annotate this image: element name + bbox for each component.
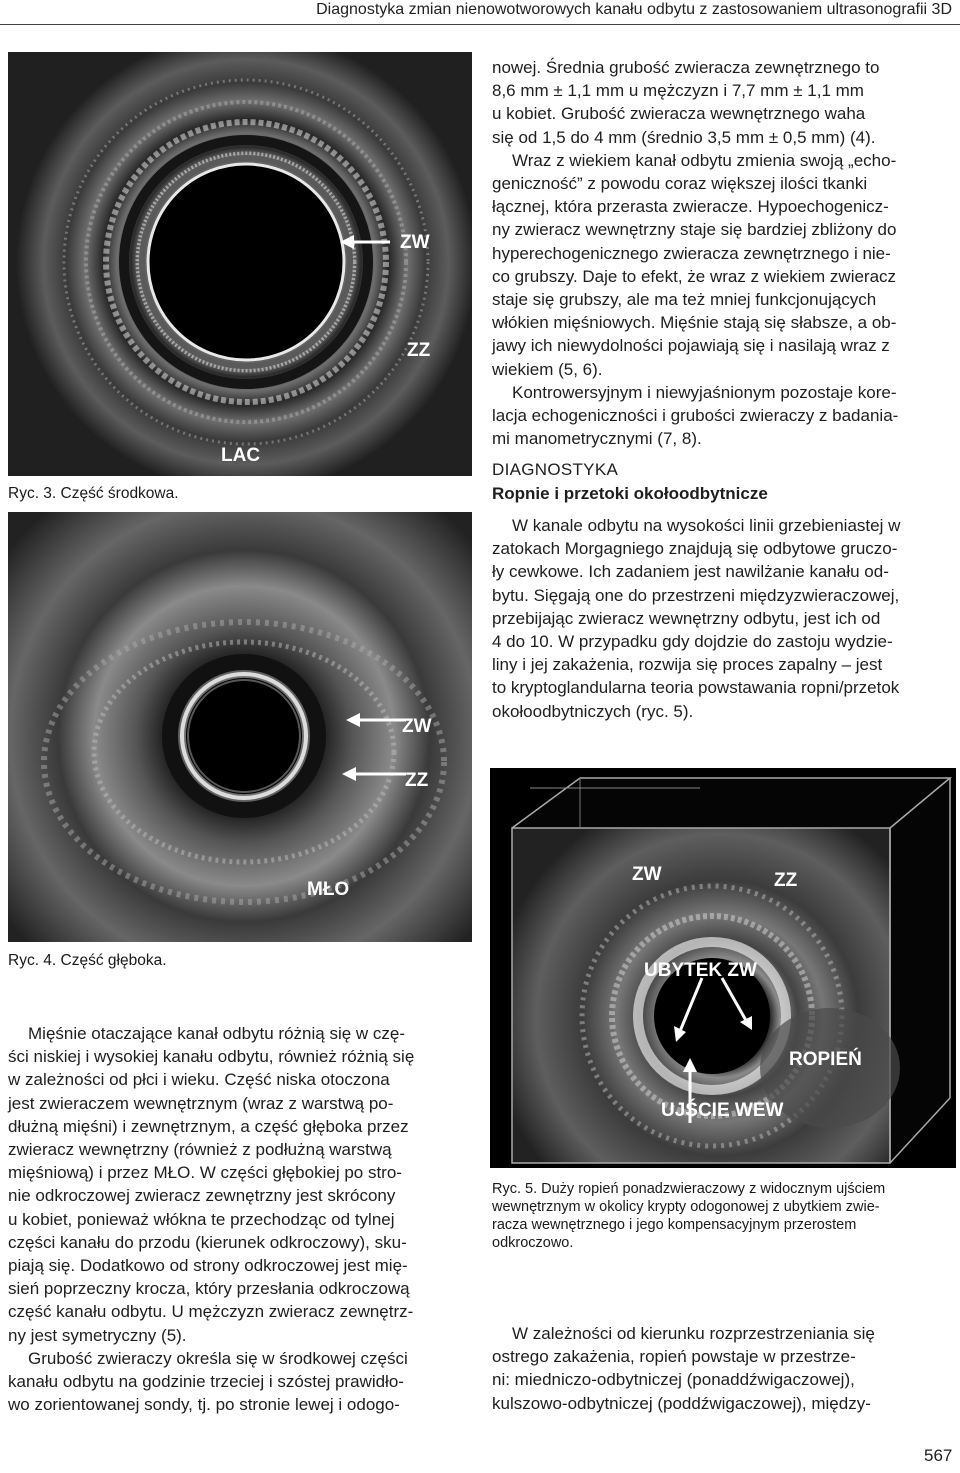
text-line: u kobiet. Grubość zwieracza wewnętrznego waha xyxy=(492,104,866,124)
text-line: ni: miedniczo-odbytniczej (ponaddźwigaczowej), xyxy=(492,1370,855,1390)
sub-heading: Ropnie i przetoki okołoodbytnicze xyxy=(492,484,768,503)
figure-3-label-zw: ZW xyxy=(400,232,430,253)
text-line: nowej. Średnia grubość zwieracza zewnętrznego to xyxy=(492,58,880,77)
text-line: Grubość zwieraczy określa się w środkowej części xyxy=(28,1348,408,1368)
text-line: włókien mięśniowych. Mięśnie stają się słabsze, a ob- xyxy=(492,313,897,333)
text-line: część kanału odbytu. U mężczyzn zwieracz zewnętrz- xyxy=(8,1302,414,1322)
text-line: 4 do 10. W przypadku gdy dojdzie do zastoju wydzie- xyxy=(492,632,893,652)
figure-4-label-zw: ZW xyxy=(402,716,432,737)
text-line: jest zwieraczem wewnętrznym (wraz z warstwą po- xyxy=(8,1093,394,1113)
text-line: staje się grubszy, ale ma też mniej funkcjonujących xyxy=(492,290,877,310)
text-line: łącznej, która przerasta zwieracze. Hypoechogenicz- xyxy=(492,197,889,217)
text-line: u kobiet, ponieważ włókna te przechodząc od tylnej xyxy=(8,1209,395,1229)
figure-3-label-lac: LAC xyxy=(221,445,261,466)
text-line: ły cewkowe. Ich zadaniem jest nawilżanie kanału od- xyxy=(492,562,889,582)
text-line: sień poprzeczny krocza, który przesłania odkroczową xyxy=(8,1279,410,1299)
figure-5-caption-line: wewnętrznym w okolicy krypty odogonowej z ubytkiem zwie- xyxy=(492,1199,880,1215)
right-column-bottom-text xyxy=(492,1322,956,1415)
text-line: W kanale odbytu na wysokości linii grzebieniastej w xyxy=(512,516,901,535)
figure-5-caption-line: racza wewnętrznego i jego kompensacyjnym przerostem xyxy=(492,1217,857,1233)
text-line: kulszowo-odbytniczej (poddźwigaczowej), między- xyxy=(492,1393,871,1413)
text-line: zwieracz wewnętrzny (również z podłużną warstwą xyxy=(8,1140,392,1160)
figure-5-label-zw: ZW xyxy=(632,864,662,885)
text-line: W zależności od kierunku rozprzestrzeniania się xyxy=(512,1324,875,1343)
figure-5-label-ropien: ROPIEŃ xyxy=(789,1049,862,1070)
figure-4-label-mlo: MŁO xyxy=(307,879,350,900)
text-line: wiekiem (5, 6). xyxy=(492,359,603,379)
text-line: jawy ich niewydolności pojawiają się i nasilają wraz z xyxy=(492,336,890,356)
figure-5-label-ujscie: UJŚCIE WEW xyxy=(661,1100,784,1121)
figure-5-label-ubytek: UBYTEK ZW xyxy=(644,960,757,981)
left-column-text xyxy=(8,1022,472,1416)
figure-4-caption: Ryc. 4. Część głęboka. xyxy=(8,952,167,969)
figure-5-caption-line: Ryc. 5. Duży ropień ponadzwieraczowy z widocznym ujściem xyxy=(492,1181,886,1197)
figure-4-label-zz: ZZ xyxy=(405,770,429,791)
text-line: kanału odbytu na godzinie trzeciej i szóstej prawidło- xyxy=(8,1372,404,1392)
text-line: wo zorientowanej sondy, tj. po stronie lewej i odogo- xyxy=(8,1395,400,1415)
text-line: co grubszy. Daje to efekt, że wraz z wiekiem zwieracz xyxy=(492,266,897,286)
section-heading: DIAGNOSTYKA xyxy=(492,460,619,479)
running-header: Diagnostyka zmian nienowotworowych kanału odbytu z zastosowaniem ultrasonografii 3D xyxy=(316,1,952,18)
right-column-mid-text xyxy=(492,514,956,723)
text-line: 8,6 mm ± 1,1 mm u mężczyzn i 7,7 mm ± 1,1 mm xyxy=(492,81,864,101)
figure-5-caption-line: odkroczowo. xyxy=(492,1235,574,1251)
text-line: Mięśnie otaczające kanał odbytu różnią się w czę- xyxy=(28,1024,406,1043)
text-line: nie odkroczowej zwieracz zewnętrzny jest skrócony xyxy=(8,1186,396,1206)
text-line: w zależności od płci i wieku. Część niska otoczona xyxy=(8,1070,390,1090)
text-line: Wraz z wiekiem kanał odbytu zmienia swoją „echo- xyxy=(512,150,897,170)
text-line: części kanału do przodu (kierunek odkroczowy), sku- xyxy=(8,1232,407,1252)
figure-5-caption xyxy=(492,1180,956,1252)
figure-3-caption: Ryc. 3. Część środkowa. xyxy=(8,485,179,502)
text-line: to kryptoglandularna teoria powstawania ropni/przetok xyxy=(492,678,900,698)
right-column-top-text xyxy=(492,56,956,450)
figure-3-ultrasound xyxy=(8,52,472,476)
text-line: ostrego zakażenia, ropień powstaje w przestrze- xyxy=(492,1347,856,1367)
text-line: ny zwieracz wewnętrzny staje się bardziej zbliżony do xyxy=(492,220,897,240)
text-line: piają się. Dodatkowo od strony odkroczowej jest mię- xyxy=(8,1256,408,1276)
text-line: hyperechogenicznego zwieracza zewnętrznego i nie- xyxy=(492,243,891,263)
text-line: się od 1,5 do 4 mm (średnio 3,5 mm ± 0,5 mm) (4). xyxy=(492,127,876,147)
text-line: Kontrowersyjnym i niewyjaśnionym pozostaje kore- xyxy=(512,382,897,402)
text-line: przebijając zwieracz wewnętrzny odbytu, jest ich od xyxy=(492,608,881,628)
text-line: liny i jej zakażenia, rozwija się proces zapalny – jest xyxy=(492,655,883,675)
text-line: bytu. Sięgają one do przestrzeni międzyzwieraczowej, xyxy=(492,585,900,605)
text-line: okołoodbytniczych (ryc. 5). xyxy=(492,701,694,721)
text-line: lacja echogeniczności i grubości zwieraczy z badania- xyxy=(492,406,899,426)
text-line: ści niskiej i wysokiej kanału odbytu, również różnią się xyxy=(8,1047,415,1067)
text-line: dłużną mięśni) i zewnętrznym, a część głęboka przez xyxy=(8,1116,409,1136)
text-line: zatokach Morgagniego znajdują się odbytowe gruczo- xyxy=(492,539,898,559)
text-line: geniczność” z powodu coraz większej ilości tkanki xyxy=(492,174,868,194)
header-rule xyxy=(0,24,960,25)
text-line: ny jest symetryczny (5). xyxy=(8,1325,187,1345)
text-line: mi manometrycznymi (7, 8). xyxy=(492,429,702,449)
figure-5-label-zz: ZZ xyxy=(774,870,798,891)
page-number: 567 xyxy=(924,1446,953,1465)
figure-3-label-zz: ZZ xyxy=(407,340,431,361)
text-line: mięśniową) i przez MŁO. W części głębokiej po stro- xyxy=(8,1163,402,1183)
